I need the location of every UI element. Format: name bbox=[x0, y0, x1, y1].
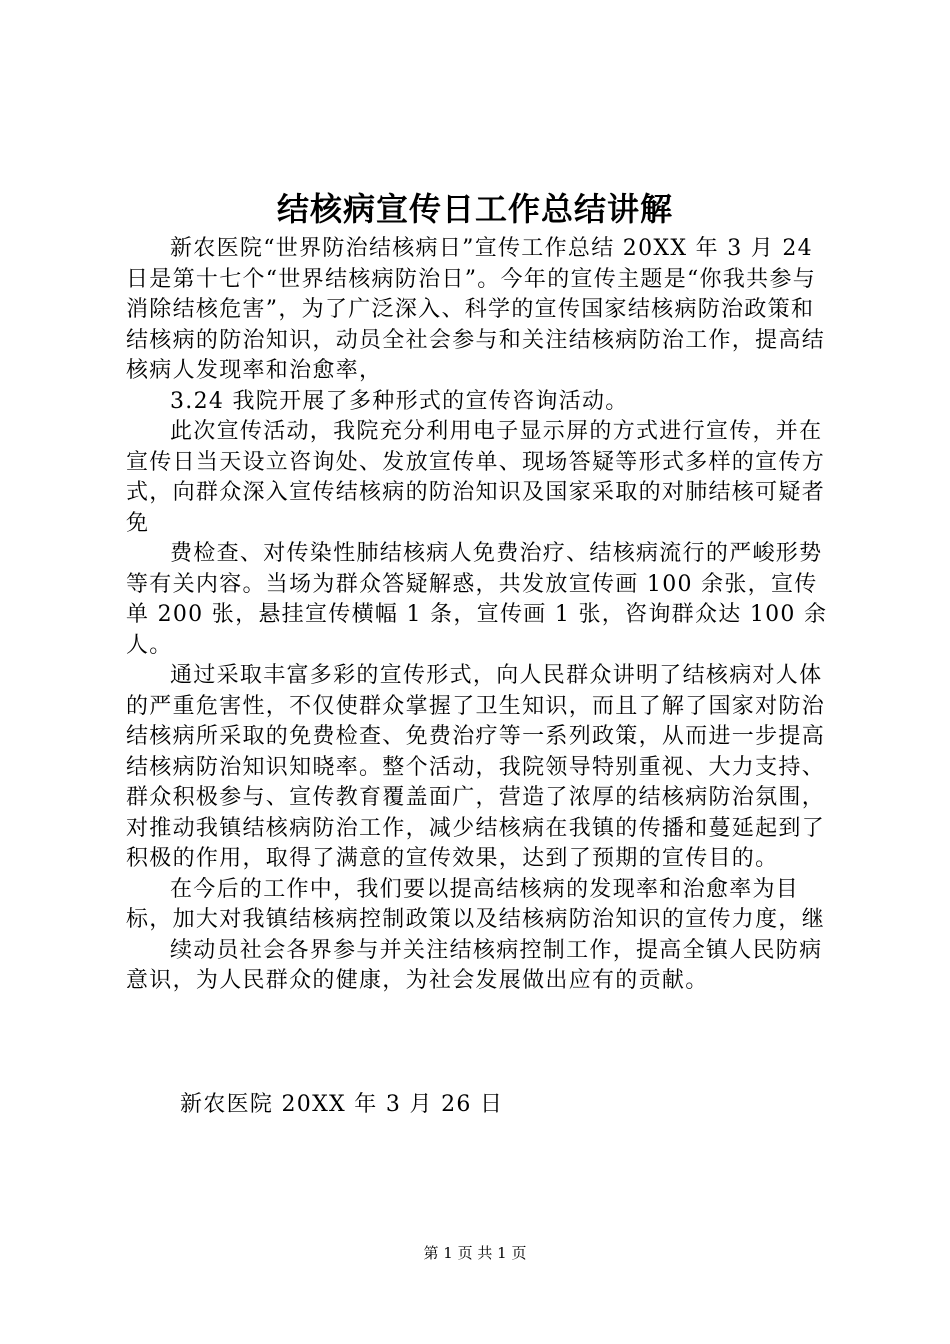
paragraph-activity-date: 3.24 我院开展了多种形式的宣传咨询活动。 bbox=[170, 388, 629, 414]
paragraph-future-work: 在今后的工作中，我们要以提高结核病的发现率和治愈率为目标，加大对我镇结核病控制政策以及结核病防治知识的宣传力度，继 bbox=[126, 876, 826, 932]
paragraph-effects: 通过采取丰富多彩的宣传形式，向人民群众讲明了结核病对人体的严重危害性，不仅使群众掌握了卫生知识，而且了解了国家对防治结核病所采取的免费检查、免费治疗等一系列政策，从而进一步提高结核病防治知识知晓率。整个活动，我院领导特别重视、大力支持、群众积极参与、宣传教育覆盖面广，营造了浓厚的结核病防治氛围，对推动我镇结核病防治工作，减少结核病在我镇的传播和蔓延起到了积极的作用，取得了满意的宣传效果，达到了预期的宣传目的。 bbox=[126, 663, 826, 871]
document-body bbox=[126, 234, 832, 997]
document-title: 结核病宣传日工作总结讲解 bbox=[276, 190, 673, 228]
document-signature: 新农医院 20XX 年 3 月 26 日 bbox=[180, 1092, 504, 1117]
paragraph-future-work-continued: 续动员社会各界参与并关注结核病控制工作，提高全镇人民防病意识，为人民群众的健康，为社会发展做出应有的贡献。 bbox=[126, 937, 823, 993]
paragraph-intro: 新农医院“世界防治结核病日”宣传工作总结 20XX 年 3 月 24 日是第十七个“世界结核病防治日”。今年的宣传主题是“你我共参与消除结核危害”，为了广泛深入、科学的宣传国家结核病防治政策和结核病的防治知识，动员全社会参与和关注结核病防治工作，提高结核病人发现率和治愈率， bbox=[126, 236, 826, 383]
paragraph-activity-methods: 此次宣传活动，我院充分利用电子显示屏的方式进行宣传，并在宣传日当天设立咨询处、发放宣传单、现场答疑等形式多样的宣传方式，向群众深入宣传结核病的防治知识及国家采取的对肺结核可疑者免 bbox=[126, 419, 826, 536]
page-number-footer: 第 1 页 共 1 页 bbox=[423, 1244, 527, 1262]
paragraph-activity-results: 费检查、对传染性肺结核病人免费治疗、结核病流行的严峻形势等有关内容。当场为群众答疑解惑，共发放宣传画 100 余张，宣传单 200 张，悬挂宣传横幅 1 条，宣传画 1 张，咨询群众达 100 余人。 bbox=[126, 541, 828, 658]
